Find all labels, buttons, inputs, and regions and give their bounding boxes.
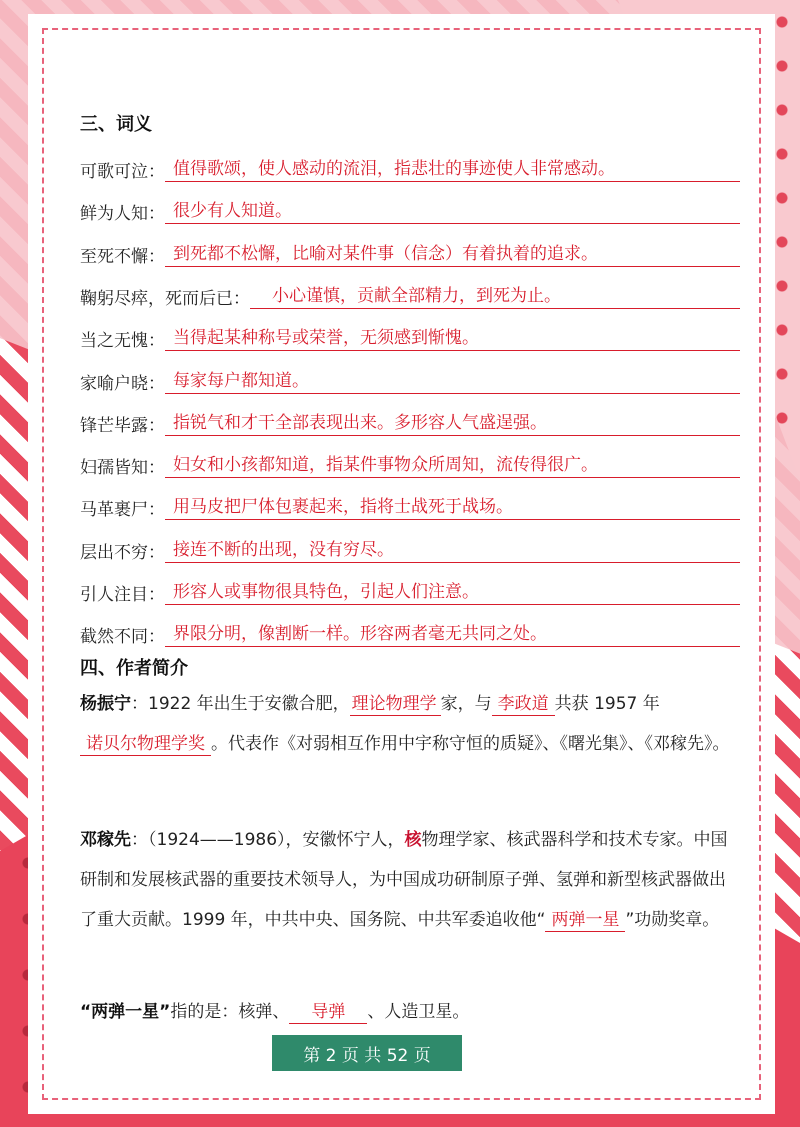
definition-answer: 界限分明，像割断一样。形容两者毫无共同之处。	[165, 622, 740, 647]
yang-bio	[80, 684, 740, 764]
definition-row	[80, 452, 740, 478]
definition-term: 至死不懈：	[80, 247, 165, 267]
section-heading-vocabulary: 三、词义	[80, 114, 152, 135]
definition-row	[80, 325, 740, 351]
definition-row	[80, 241, 740, 267]
definition-row	[80, 410, 740, 436]
liangdan-label: “两弹一星”	[80, 1002, 171, 1022]
definition-answer: 指锐气和才干全部表现出来。多形容人气盛逞强。	[165, 411, 740, 436]
definition-answer: 很少有人知道。	[165, 199, 740, 224]
definition-row	[80, 494, 740, 520]
definition-row	[80, 368, 740, 394]
definition-answer: 形容人或事物很具特色，引起人们注意。	[165, 580, 740, 605]
definition-term: 当之无愧：	[80, 331, 165, 351]
section-heading-authors: 四、作者简介	[80, 658, 188, 679]
definition-term: 鞠躬尽瘁，死而后已：	[80, 289, 250, 309]
liangdan-blank: 导弹	[289, 1001, 367, 1024]
definition-term: 妇孺皆知：	[80, 458, 165, 478]
page-card	[28, 14, 775, 1114]
deng-text-1: ：（1924——1986），安徽怀宁人，	[131, 830, 405, 850]
definition-term: 马革裹尸：	[80, 500, 165, 520]
yang-text-4: 。代表作《对弱相互作用中宇称守恒的质疑》、《曙光集》、《邓稼先》。	[211, 734, 730, 754]
deng-highlight: 核	[404, 830, 422, 850]
definition-row	[80, 537, 740, 563]
yang-text-2: 家，与	[440, 694, 492, 714]
definition-term: 引人注目：	[80, 585, 165, 605]
deng-blank-award: 两弹一星	[545, 909, 625, 932]
definition-answer: 值得歌颂，使人感动的流泪，指悲壮的事迹使人非常感动。	[165, 157, 740, 182]
deng-bio	[80, 820, 740, 940]
definition-term: 鲜为人知：	[80, 204, 165, 224]
definition-term: 锋芒毕露：	[80, 416, 165, 436]
definition-answer: 小心谨慎，贡献全部精力，到死为止。	[250, 284, 740, 309]
yang-blank-field: 理论物理学	[350, 693, 441, 716]
definition-answer: 到死都不松懈，比喻对某件事（信念）有着执着的追求。	[165, 242, 740, 267]
liangdan-text-1: 指的是：核弹、	[170, 1002, 290, 1022]
definition-term: 家喻户晓：	[80, 374, 165, 394]
yang-blank-partner: 李政道	[492, 693, 555, 716]
liangdan-line	[80, 992, 740, 1032]
deng-text-2: 物理学家、核武器科学和技术专家。中国研制和发展核武器的重要技术领导人，为中国成功研制原子弹、氢弹和新型核武器做出了重大贡献。1999 年，中共中央、国务院、中共军委追收他“	[80, 830, 728, 930]
definition-answer: 当得起某种称号或荣誉，无须感到惭愧。	[165, 326, 740, 351]
deng-text-3: ”功勋奖章。	[625, 910, 720, 930]
definition-term: 可歌可泣：	[80, 162, 165, 182]
page-number-badge: 第 2 页 共 52 页	[272, 1035, 462, 1071]
liangdan-text-2: 、人造卫星。	[367, 1002, 470, 1022]
definition-term: 层出不穷：	[80, 543, 165, 563]
yang-name: 杨振宁	[80, 694, 131, 714]
definition-answer: 妇女和小孩都知道，指某件事物众所周知，流传得很广。	[165, 453, 740, 478]
definition-row	[80, 156, 740, 182]
definition-answer: 用马皮把尸体包裹起来，指将士战死于战场。	[165, 495, 740, 520]
definition-row	[80, 283, 740, 309]
definition-answer: 接连不断的出现，没有穷尽。	[165, 538, 740, 563]
yang-text-1: ：1922 年出生于安徽合肥，	[131, 694, 350, 714]
definition-answer: 每家每户都知道。	[165, 369, 740, 394]
definition-term: 截然不同：	[80, 627, 165, 647]
yang-blank-prize: 诺贝尔物理学奖	[80, 733, 211, 756]
yang-text-3: 共获 1957 年	[554, 694, 660, 714]
definition-row	[80, 621, 740, 647]
deng-name: 邓稼先	[80, 830, 131, 850]
definition-row	[80, 198, 740, 224]
definition-row	[80, 579, 740, 605]
